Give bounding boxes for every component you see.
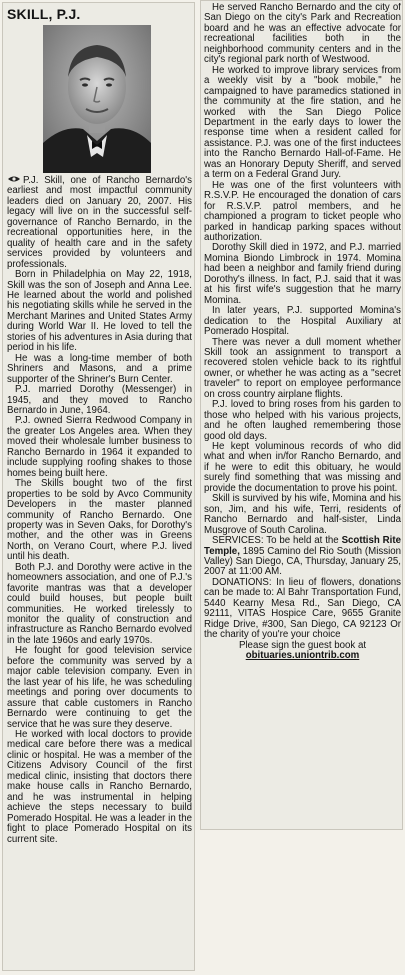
- obituary-paragraph: P.J. loved to bring roses from his garden to those who helped with his various projects, and he often laughed remembering those good old days.: [204, 399, 401, 442]
- obituary-paragraph: He was one of the first volunteers with R.S.V.P. He encouraged the donation of cars for R.S.V.P. patrol members, and he championed a program to ticket people who parked in handicap parking spaces without authorization.: [204, 179, 401, 243]
- obituary-paragraph: He worked with local doctors to provide medical care before there was a medical clinic or hospital. He was a member of the Citizens Advisory Council of the first medical clinic, insisting that doctors there make house calls in Rancho Bernardo, and he was instrumental in helping achieve the steps necessary to build Pomerado Hospital. He was a leader in the fight to place Pomerado Hospital on its current site.: [7, 729, 192, 845]
- left-column-body: [7, 175, 192, 969]
- obituary-paragraph: Dorothy Skill died in 1972, and P.J. married Momina Biondo Limbrock in 1974. Momina had been a neighbor and family friend during Dorothy's illness. In fact, P.J. said that it was at his first wife's suggestion that he marry Momina.: [204, 242, 401, 306]
- obituary-paragraph: Born in Philadelphia on May 22, 1918, Skill was the son of Joseph and Anna Lee. He learned about the world and polished his negotiating skills while he served in the Merchant Marines and United States Army during World War II. He loved to tell the stories of his adventures in Asia during that period in his life.: [7, 269, 192, 354]
- obituary-paragraph: Skill is survived by his wife, Momina and his son, Jim, and his wife, Terri, residents of Rancho Bernardo and half-sister, Linda Musgrove of South Carolina.: [204, 493, 401, 536]
- obituary-paragraph: P.J. owned Sierra Redwood Company in the greater Los Angeles area. When they moved their wholesale lumber business to Rancho Bernardo in 1964 it expanded to include supplying roofing shakes to those homes being built here.: [7, 415, 192, 479]
- guestbook-line: Please sign the guest book at: [238, 639, 367, 651]
- obituary-paragraph: He was a long-time member of both Shriners and Masons, and a prime supporter of the Shriner's Burn Center.: [7, 352, 192, 385]
- obituary-paragraph: He fought for good television service before the community was served by a major cable television company. Even in the last year of his life, he was scheduling meetings and poring over documents to assure that cable customers in Rancho Bernardo were continuing to get the service that he was sure they deserve.: [7, 645, 192, 730]
- obituary-paragraph: He kept voluminous records of who did what and when in/for Rancho Bernardo, and if he were to edit this obituary, he would surely find something that was missing and provide the documentation to prove his point.: [204, 441, 401, 494]
- services-paragraph: [204, 536, 401, 578]
- donations-paragraph: DONATIONS: In lieu of flowers, donations can be made to: Al Bahr Transportation Fund, 5440 Kearny Mesa Rd., San Diego, CA 92111, VITAS Hospice Care, 9655 Granite Ridge Drive, #300, San Diego, CA 92123 Or the charity of you're your choice: [204, 576, 401, 641]
- services-venue: Scottish Rite Temple,: [204, 535, 401, 557]
- obituary-paragraph: In later years, P.J. supported Momina's dedication to the Hospital Auxiliary at Pomerado Hospital.: [204, 305, 401, 338]
- obituary-paragraph: There was never a dull moment whether Skill took an assignment to transport a recovered stolen vehicle back to its rightful owner, or whether he was acting as a "secret traveler" to report on employee performance on cross country airplane flights.: [204, 336, 401, 400]
- portrait-photo: [43, 25, 151, 173]
- portrait-photo-drawing: [43, 25, 151, 173]
- obituary-paragraph: P.J. Skill, one of Rancho Bernardo's earliest and most impactful community leaders died on January 20, 2007. His legacy will live on in the successful self-governance of Rancho Bernardo, in the recreational opportunities here, in the quality of health care and in the safety services provided by volunteers and professionals.: [7, 175, 192, 270]
- left-column: [2, 2, 195, 971]
- services-lead: SERVICES: To be held at the: [212, 535, 339, 547]
- obituary-paragraph: The Skills bought two of the first properties to be sold by Avco Community Developers in the master planned community of Rancho Bernardo. One property was in Seven Oaks, for Dorothy's mother, and the other was in Greens North, on Verano Court, where P.J. lived until his death.: [7, 478, 192, 563]
- obituary-paragraph: Both P.J. and Dorothy were active in the homeowners association, and one of P.J.'s favorite mantras was that a developer could build houses, but people built communities. He worked tirelessly to monitor the quality of construction and infrastructure as Rancho Bernardo evolved in the late 1960s and early 1970s.: [7, 561, 192, 646]
- right-column-body: [204, 3, 401, 827]
- obituary-headline: SKILL, P.J.: [7, 6, 81, 22]
- obituary-paragraph: P.J. married Dorothy (Messenger) in 1945, and they moved to Rancho Bernardo in June, 1964.: [7, 384, 192, 416]
- obituary-paragraph: He served Rancho Bernardo and the city of San Diego on the city's Park and Recreation board and he was an effective advocate for recreational facilities both in the neighborhood community centers and in the city's regional park north of Westwood.: [204, 3, 401, 66]
- right-column: [200, 0, 403, 830]
- services-details: 1895 Camino del Rio South (Mission Valley) San Diego, CA, Thursday, January 25, 2007 at 11:00 AM.: [204, 545, 401, 578]
- guestbook-url: obituaries.uniontrib.com: [245, 650, 360, 662]
- shriner-emblem-icon: [7, 175, 21, 184]
- obituary-paragraph: He worked to improve library services from a weekly visit by a "book mobile," he campaigned to have paramedics stationed in the community at the fire station, and he worked with the San Diego Police Department in the early days to lower the response time when a resident called for assistance. P.J. was one of the first inductees into the Rancho Bernardo Hall-of-Fame. He was an Honorary Deputy Sheriff, and served a term on a Federal Grand Jury.: [204, 64, 401, 181]
